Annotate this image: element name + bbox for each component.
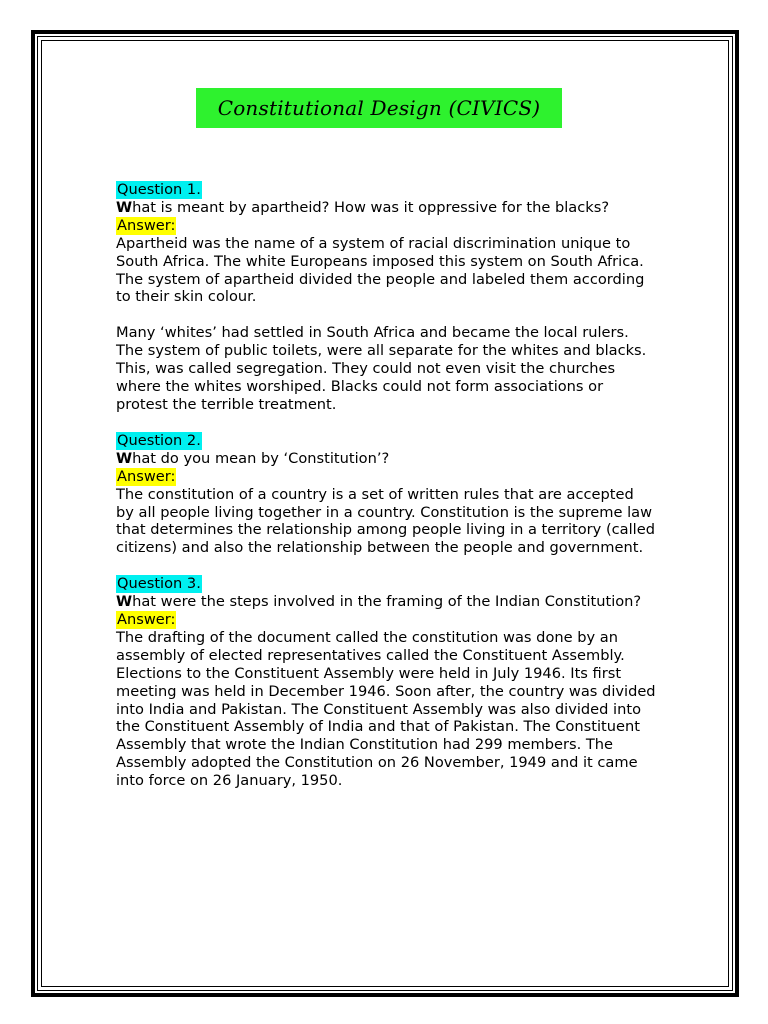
question-text: What do you mean by ‘Constitution’? xyxy=(116,449,390,467)
answer-label: Answer: xyxy=(117,216,176,234)
question-label: Question 1. xyxy=(117,181,201,198)
question-label: Question 3. xyxy=(117,575,201,593)
answer-paragraph: The constitution of a country is a set of written rules that are accepted by all people living together in a country. Constitution is the supreme law that determines the relationship among people living in a territory (called citizens) and also the relationship between the people and government. xyxy=(116,485,655,557)
answer-label: Answer: xyxy=(117,467,176,485)
answer-paragraph: The drafting of the document called the constitution was done by an assembly of elected representatives called the Constituent Assembly. Elections to the Constituent Assembly were held in July 1946. Its first meeting was held in December 1946. Soon after, the country was divided into India and Pakistan. The Constituent Assembly was also divided into the Constituent Assembly of India and that of Pakistan. The Constituent Assembly that wrote the Indian Constitution had 299 members. The Assembly adopted the Constitution on 26 November, 1949 and it came into force on 26 January, 1950. xyxy=(116,628,656,790)
answer-paragraph: Many ‘whites’ had settled in South Africa and became the local rulers. The system of public toilets, were all separate for the whites and blacks. This, was called segregation. They could not even visit the churches where the whites worshiped. Blacks could not form associations or protest the terrible treatment. xyxy=(116,324,647,413)
qa-block-2 xyxy=(116,432,656,557)
title-highlight xyxy=(196,88,562,128)
question-text: What were the steps involved in the framing of the Indian Constitution? xyxy=(116,593,642,611)
answer-paragraph: Apartheid was the name of a system of racial discrimination unique to South Africa. The white Europeans imposed this system on South Africa. The system of apartheid divided the people and labeled them according to their skin colour. xyxy=(116,234,645,306)
qa-content xyxy=(116,181,656,790)
qa-block-3 xyxy=(116,575,656,790)
question-text: What is meant by apartheid? How was it oppressive for the blacks? xyxy=(116,198,610,216)
page-title: Constitutional Design (CIVICS) xyxy=(217,96,541,120)
question-label: Question 2. xyxy=(117,431,201,449)
qa-block-1 xyxy=(116,181,656,414)
answer-label: Answer: xyxy=(117,611,176,629)
